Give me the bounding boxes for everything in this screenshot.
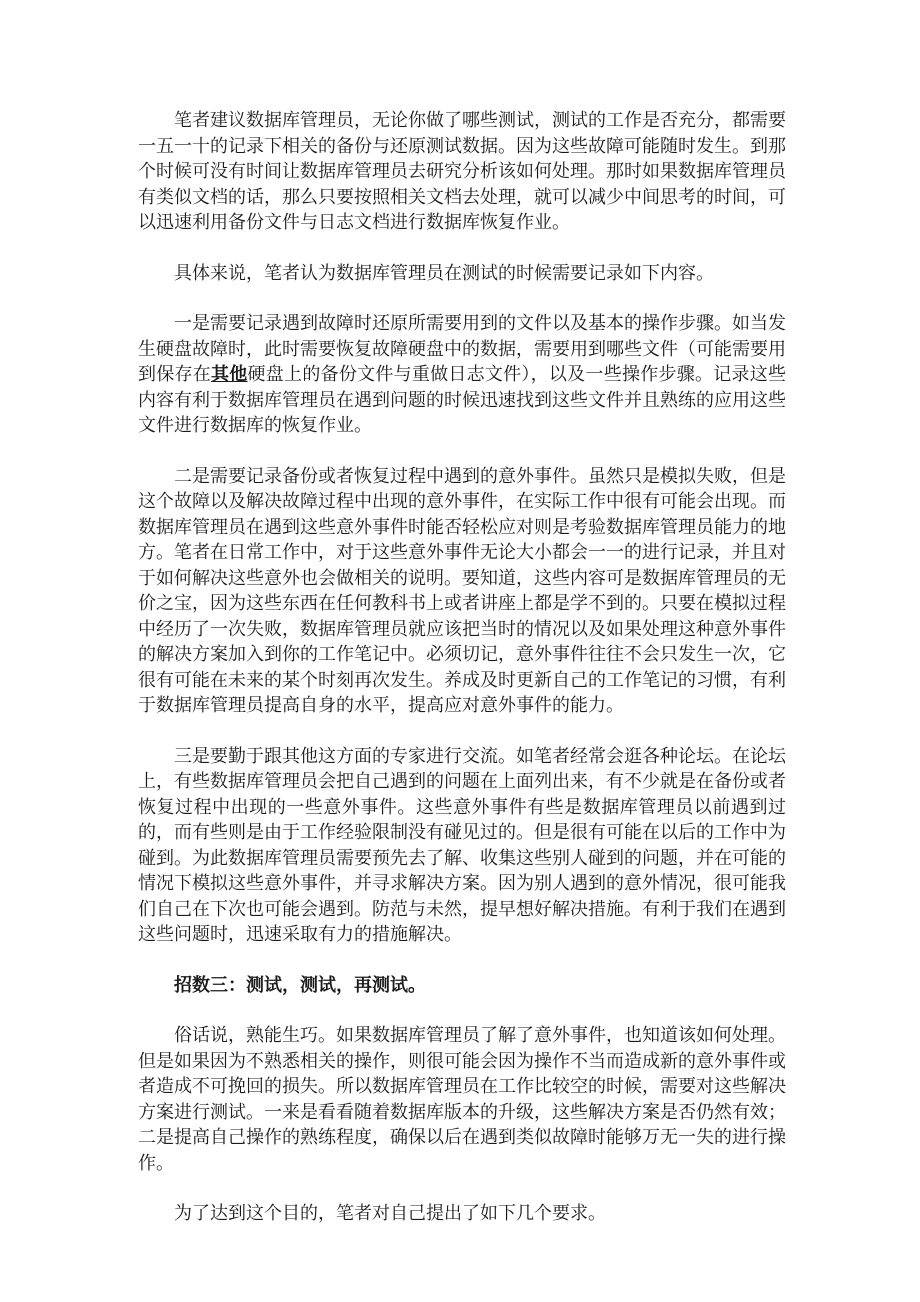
- paragraph-point-one-before: 一是需要记录遇到故障时还原所需要用到的文件以及基本的操作步骤。如当发生硬盘故障时，此时需要恢复故障硬盘中的数据，需要用到哪些文件（可能需要用到保存在: [138, 313, 786, 385]
- paragraph-requirements-intro: 为了达到这个目的，笔者对自己提出了如下几个要求。: [174, 1203, 606, 1224]
- paragraph-record-advice: 笔者建议数据库管理员，无论你做了哪些测试，测试的工作是否充分，都需要一五一十的记录下相关的备份与还原测试数据。因为这些故障可能随时发生。到那个时候可没有时间让数据库管理员去研究分析该如何处理。那时如果数据库管理员有类似文档的话，那么只要按照相关文档去处理，就可以减少中间思考的时间，可以迅速利用备份文件与日志文档进行数据库恢复作业。: [138, 110, 786, 233]
- paragraph-point-one: [138, 311, 786, 439]
- document-page: [138, 108, 786, 1252]
- paragraph-practice: 俗话说，熟能生巧。如果数据库管理员了解了意外事件，也知道该如何处理。但是如果因为不熟悉相关的操作，则很可能会因为操作不当而造成新的意外事件或者造成不可挽回的损失。所以数据库管理员在工作比较空的时候，需要对这些解决方案进行测试。一来是看看随着数据库版本的升级，这些解决方案是否仍然有效；二是提高自己操作的熟练程度，确保以后在遇到类似故障时能够万无一失的进行操作。: [138, 1025, 786, 1174]
- paragraph-point-one-after: 硬盘上的备份文件与重做日志文件），以及一些操作步骤。记录这些内容有利于数据库管理员在遇到问题的时候迅速找到这些文件并且熟练的应用这些文件进行数据库的恢复作业。: [138, 364, 787, 436]
- paragraph-point-three: 三是要勤于跟其他这方面的专家进行交流。如笔者经常会逛各种论坛。在论坛上，有些数据库管理员会把自己遇到的问题在上面列出来，有不少就是在备份或者恢复过程中出现的一些意外事件。这些意外事件有些是数据库管理员以前遇到过的，而有些则是由于工作经验限制没有碰见过的。但是很有可能在以后的工作中为碰到。为此数据库管理员需要预先去了解、收集这些别人碰到的问题，并在可能的情况下模拟这些意外事件，并寻求解决方案。因为别人遇到的意外情况，很可能我们自己在下次也可能会遇到。防范与未然，提早想好解决措施。有利于我们在遇到这些问题时，迅速采取有力的措施解决。: [138, 745, 786, 945]
- section-heading-tip-three: 招数三：测试，测试，再测试。: [174, 974, 426, 996]
- paragraph-record-contents-intro: 具体来说，笔者认为数据库管理员在测试的时候需要记录如下内容。: [174, 262, 714, 284]
- other-disk-link[interactable]: 其他: [211, 364, 248, 385]
- paragraph-point-two: 二是需要记录备份或者恢复过程中遇到的意外事件。虽然只是模拟失败，但是这个故障以及解决故障过程中出现的意外事件，在实际工作中很有可能会出现。而数据库管理员在遇到这些意外事件时能否轻松应对则是考验数据库管理员能力的地方。笔者在日常工作中，对于这些意外事件无论大小都会一一的进行记录，并且对于如何解决这些意外也会做相关的说明。要知道，这些内容可是数据库管理员的无价之宝，因为这些东西在任何教科书上或者讲座上都是学不到的。只要在模拟过程中经历了一次失败，数据库管理员就应该把当时的情况以及如果处理这种意外事件的解决方案加入到你的工作笔记中。必须切记，意外事件往往不会只发生一次，它很有可能在未来的某个时刻再次发生。养成及时更新自己的工作笔记的习惯，有利于数据库管理员提高自身的水平，提高应对意外事件的能力。: [138, 465, 786, 716]
